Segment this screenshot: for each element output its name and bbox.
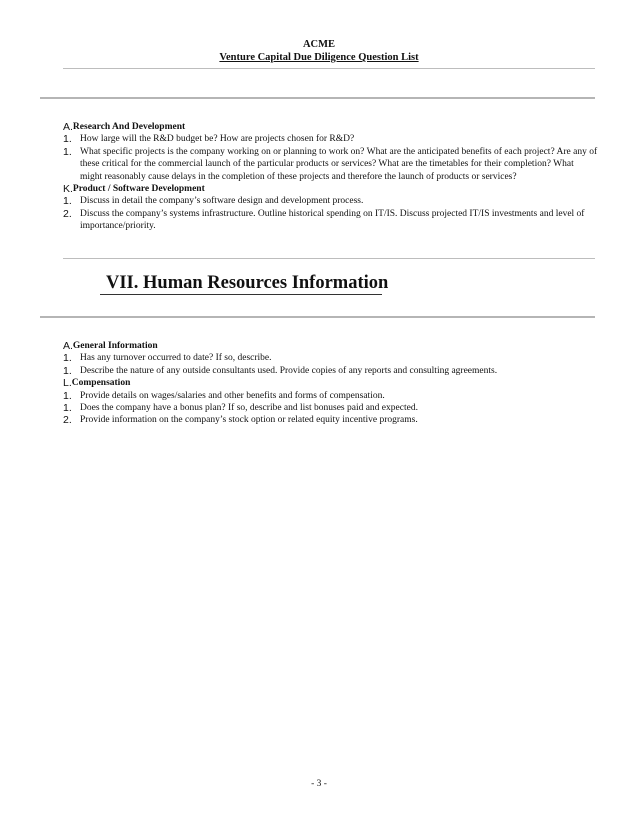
software-heading-text: Product / Software Development bbox=[72, 184, 205, 195]
section-divider-top bbox=[40, 97, 595, 99]
compensation-heading bbox=[63, 377, 598, 389]
list-item bbox=[63, 133, 598, 145]
list-item-text: Has any turnover occurred to date? If so, describe. bbox=[80, 353, 272, 364]
software-heading-letter: K. bbox=[63, 183, 73, 196]
list-item bbox=[63, 390, 598, 402]
list-item-number: 1. bbox=[63, 389, 72, 402]
list-item bbox=[63, 146, 598, 183]
general-info-text: General Information bbox=[72, 341, 158, 351]
list-item bbox=[63, 414, 598, 426]
page-header bbox=[0, 38, 638, 64]
list-item-text: How large will the R&D budget be? How are projects chosen for R&D? bbox=[80, 134, 355, 145]
rd-heading-letter: A. bbox=[63, 121, 73, 133]
general-info-heading bbox=[63, 340, 598, 352]
list-item bbox=[63, 402, 598, 414]
page-number: - 3 - bbox=[311, 779, 327, 789]
section-rule bbox=[63, 258, 595, 259]
compensation-text: Compensation bbox=[71, 378, 131, 389]
list-item-text: What specific projects is the company working on or planning to work on? What are the anticipated benefits of each project? Are any of these critical for the commercial launch of the particular products or services? What are the timetables for their completion? What might reasonably cause delays in the completion of these projects and therefore the launch of products or services? bbox=[80, 146, 598, 182]
rd-heading-text: Research And Development bbox=[72, 122, 186, 132]
list-item-number: 1. bbox=[63, 352, 72, 365]
list-item-number: 1. bbox=[63, 402, 72, 415]
rd-heading bbox=[63, 121, 598, 133]
software-heading bbox=[63, 183, 598, 195]
document-title: Venture Capital Due Diligence Question List bbox=[219, 52, 419, 63]
section-divider bbox=[40, 316, 595, 318]
company-name: ACME bbox=[302, 39, 336, 50]
list-item-text: Discuss in detail the company’s software design and development process. bbox=[80, 196, 364, 207]
list-item-number: 1. bbox=[63, 145, 72, 158]
list-item bbox=[63, 195, 598, 207]
list-item-number: 2. bbox=[63, 414, 72, 427]
section-title: VII. Human Resources Information bbox=[106, 273, 389, 293]
human-resources-section bbox=[63, 340, 598, 427]
list-item-text: Discuss the company’s systems infrastructure. Outline historical spending on IT/IS. Discuss projected IT/IS investments and level of importance/priority. bbox=[80, 208, 585, 232]
list-item-number: 2. bbox=[63, 207, 72, 220]
section-title-underline bbox=[100, 294, 382, 295]
list-item bbox=[63, 352, 598, 364]
general-info-letter: A. bbox=[63, 340, 73, 352]
list-item-text: Provide information on the company’s stock option or related equity incentive programs. bbox=[80, 415, 418, 426]
list-item bbox=[63, 208, 598, 233]
list-item-number: 1. bbox=[63, 195, 72, 208]
list-item-text: Provide details on wages/salaries and other benefits and forms of compensation. bbox=[80, 390, 385, 401]
list-item bbox=[63, 365, 598, 377]
list-item-number: 1. bbox=[63, 133, 72, 146]
list-item-text: Does the company have a bonus plan? If so, describe and list bonuses paid and expected. bbox=[80, 403, 418, 414]
list-item-text: Describe the nature of any outside consultants used. Provide copies of any reports and consulting agreements. bbox=[80, 365, 498, 376]
research-development-section bbox=[63, 121, 598, 233]
compensation-letter: L. bbox=[63, 377, 72, 390]
list-item-number: 1. bbox=[63, 364, 72, 377]
header-rule bbox=[63, 68, 595, 69]
